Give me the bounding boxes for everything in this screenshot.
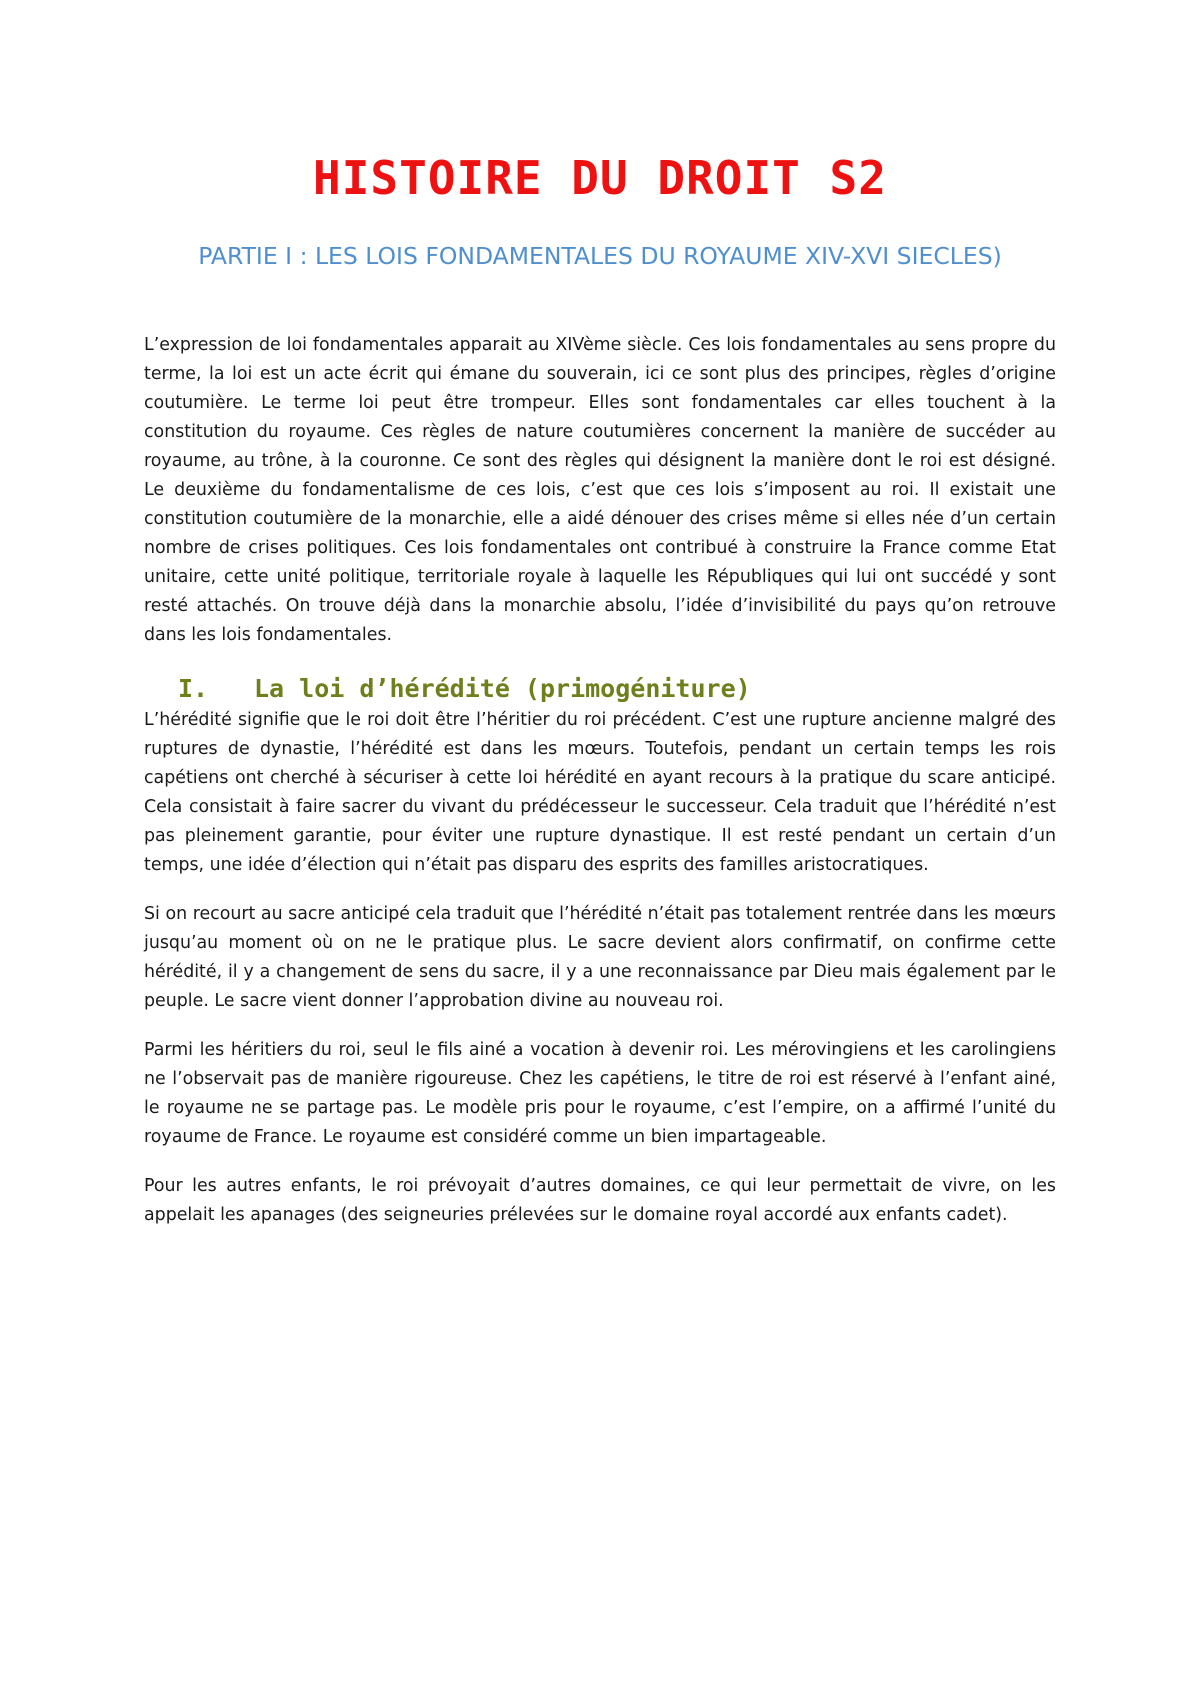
section-paragraph-1: L’hérédité signifie que le roi doit être l’héritier du roi précédent. C’est une rupture ancienne malgré des ruptures de dynastie, l’hérédité est dans les mœurs. Toutefois, pendant un certain temps les rois capétiens ont cherché à sécuriser à cette loi hérédité en ayant recours à la pratique du scare anticipé. Cela consistait à faire sacrer du vivant du prédécesseur le successeur. Cela traduit que l’hérédité n’est pas pleinement garantie, pour éviter une rupture dynastique. Il est resté pendant un certain d’un temps, une idée d’élection qui n’était pas disparu des esprits des familles aristocratiques. [144,710,1056,875]
section-heading [178,672,1038,706]
section-paragraph-2: Si on recourt au sacre anticipé cela traduit que l’hérédité n’était pas totalement rentrée dans les mœurs jusqu’au moment où on ne le pratique plus. Le sacre devient alors confirmatif, on confirme cette hérédité, il y a changement de sens du sacre, il y a une reconnaissance par Dieu mais également par le peuple. Le sacre vient donner l’approbation divine au nouveau roi. [144,904,1056,1011]
section-paragraph-3: Parmi les héritiers du roi, seul le fils ainé a vocation à devenir roi. Les mérovingiens et les carolingiens ne l’observait pas de manière rigoureuse. Chez les capétiens, le titre de roi est réservé à l’enfant ainé, le royaume ne se partage pas. Le modèle pris pour le royaume, c’est l’empire, on a affirmé l’unité du royaume de France. Le royaume est considéré comme un bien impartageable. [144,1040,1056,1147]
document-title: HISTOIRE DU DROIT S2 [313,151,887,205]
section-paragraph-4: Pour les autres enfants, le roi prévoyait d’autres domaines, ce qui leur permettait de vivre, on les appelait les apanages (des seigneuries prélevées sur le domaine royal accordé aux enfants cadet). [144,1176,1056,1225]
intro-paragraph: L’expression de loi fondamentales apparait au XIVème siècle. Ces lois fondamentales au sens propre du terme, la loi est un acte écrit qui émane du souverain, ici ce sont plus des principes, règles d’origine coutumière. Le terme loi peut être trompeur. Elles sont fondamentales car elles touchent à la constitution du royaume. Ces règles de nature coutumières concernent la manière de succéder au royaume, au trône, à la couronne. Ce sont des règles qui désignent la manière dont le roi est désigné. Le deuxième du fondamentalisme de ces lois, c’est que ces lois s’imposent au roi. Il existait une constitution coutumière de la monarchie, elle a aidé dénouer des crises même si elles née d’un certain nombre de crises politiques. Ces lois fondamentales ont contribué à construire la France comme Etat unitaire, cette unité politique, territoriale royale à laquelle les Républiques qui lui ont succédé y sont resté attachés. On trouve déjà dans la monarchie absolu, l’idée d’invisibilité du pays qu’on retrouve dans les lois fondamentales. [144,335,1056,645]
section-number: I. [178,674,209,703]
part-title: PARTIE I : LES LOIS FONDAMENTALES DU ROYAUME XIV-XVI SIECLES) [198,242,1002,270]
section-title: La loi d’hérédité (primogéniture) [254,674,751,703]
